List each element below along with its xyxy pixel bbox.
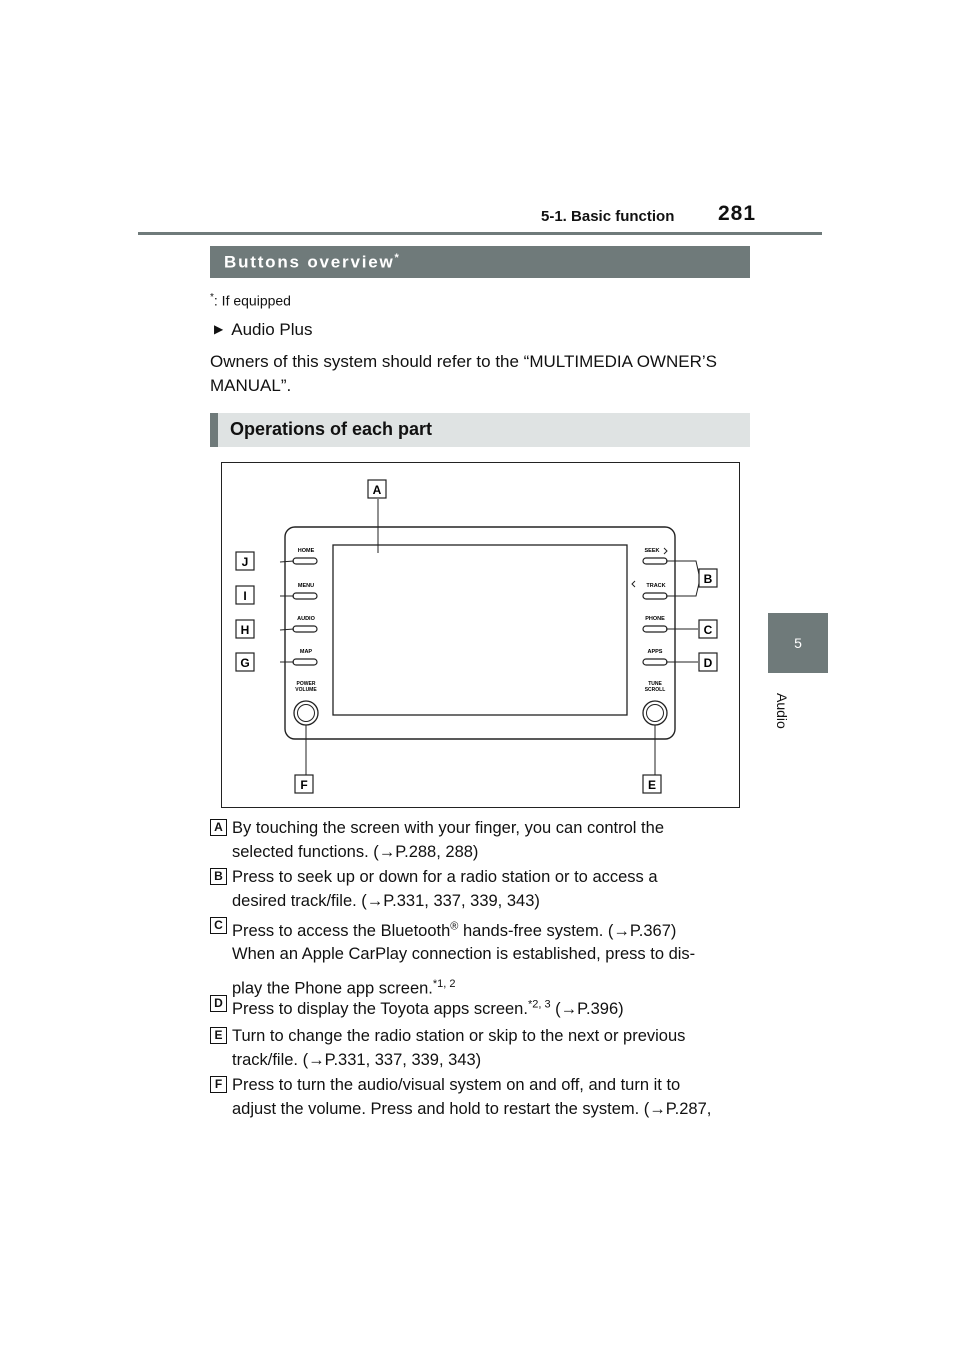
map-button-label: MAP xyxy=(299,649,313,655)
item-text-cont: desired track/file. (→P.331, 337, 339, 343) xyxy=(232,891,540,910)
item-letter-badge: A xyxy=(210,819,227,836)
audio-button-label: AUDIO xyxy=(297,616,315,622)
callout-d: D xyxy=(703,656,713,670)
seek-button-label: SEEK xyxy=(644,548,660,554)
apps-button xyxy=(643,659,667,665)
audio-button xyxy=(293,626,317,632)
leader-b xyxy=(666,561,700,579)
item-text: Turn to change the radio station or skip to the next or previous xyxy=(232,1027,686,1045)
map-button xyxy=(293,659,317,665)
page-number: 281 xyxy=(718,202,757,225)
item-text-cont: track/file. (→P.331, 337, 339, 343) xyxy=(232,1050,482,1069)
display-screen xyxy=(333,545,627,715)
item-text: Press to seek up or down for a radio station or to access a xyxy=(232,868,658,886)
buttons-overview-title: Buttons overview xyxy=(224,252,395,272)
buttons-overview-title-mark: * xyxy=(394,252,401,264)
triangle-bullet-icon: ▶ xyxy=(214,322,224,336)
footnote-ref: *1, 2 xyxy=(432,977,456,990)
item-letter-badge: C xyxy=(210,917,227,934)
chevron-right-icon xyxy=(664,548,667,554)
chapter-tab-label xyxy=(770,693,792,763)
item-letter-badge: D xyxy=(210,995,227,1012)
tune-label: TUNE xyxy=(648,681,662,687)
item-letter-badge: B xyxy=(210,868,227,885)
item-e xyxy=(210,1025,770,1072)
item-text: By touching the screen with your finger, you can control the xyxy=(232,819,664,837)
seek-button xyxy=(643,558,667,564)
unit-outline xyxy=(285,527,675,739)
power-label: POWER xyxy=(296,681,316,687)
menu-button xyxy=(293,593,317,599)
head-unit-diagram xyxy=(222,463,741,809)
item-letter-badge: F xyxy=(210,1076,227,1093)
callout-i: I xyxy=(243,589,247,603)
callout-c: C xyxy=(703,623,713,637)
left-button-group xyxy=(293,548,318,725)
header-rule xyxy=(138,232,822,235)
phone-button xyxy=(643,626,667,632)
item-text: Press to display the Toyota apps screen. xyxy=(232,999,528,1018)
registered-mark: ® xyxy=(450,920,459,932)
item-text-cont: play the Phone app screen. xyxy=(232,979,433,997)
leader-b2 xyxy=(666,579,700,596)
item-letter-badge: E xyxy=(210,1027,227,1044)
item-text: (→P.396) xyxy=(550,999,624,1018)
item-text-cont: adjust the volume. Press and hold to restart the system. (→P.287, xyxy=(232,1099,712,1118)
item-text: Press to access the Bluetooth xyxy=(232,921,451,940)
operations-banner xyxy=(210,413,750,447)
footnote xyxy=(210,292,291,309)
item-c xyxy=(210,915,770,1001)
menu-button-label: MENU xyxy=(297,583,315,589)
callout-h: H xyxy=(240,623,250,637)
chapter-tab-label-text: Audio xyxy=(774,693,790,729)
leader-lines xyxy=(280,499,700,775)
section-title: 5-1. Basic function xyxy=(541,208,675,225)
item-text-cont: selected functions. (→P.288, 288) xyxy=(232,842,479,861)
item-text: Press to turn the audio/visual system on and off, and turn it to xyxy=(232,1076,681,1094)
item-d xyxy=(210,993,770,1021)
audio-plus-text: Owners of this system should refer to the “MULTIMEDIA OWNER’S MANUAL”. xyxy=(210,352,717,395)
audio-plus-label: Audio Plus xyxy=(231,320,313,339)
callout-f: F xyxy=(300,778,308,792)
callout-j: J xyxy=(241,555,249,569)
item-f xyxy=(210,1074,770,1121)
footnote-ref: *2, 3 xyxy=(527,998,551,1010)
home-button xyxy=(293,558,317,564)
apps-button-label: APPS xyxy=(647,649,663,655)
home-button-label: HOME xyxy=(297,548,315,554)
callout-a: A xyxy=(372,483,382,497)
right-button-group xyxy=(632,548,667,725)
chevron-left-icon xyxy=(632,581,635,587)
volume-label: VOLUME xyxy=(295,687,317,693)
callout-b: B xyxy=(703,572,713,586)
item-text-cont: When an Apple CarPlay connection is established, press to dis- xyxy=(232,945,696,963)
track-button-label: TRACK xyxy=(646,583,666,589)
leader-j xyxy=(280,561,294,562)
power-volume-knob-inner xyxy=(298,705,315,722)
chapter-tab-number: 5 xyxy=(768,613,828,673)
operations-title: Operations of each part xyxy=(230,419,433,439)
callout-e: E xyxy=(647,778,657,792)
track-button xyxy=(643,593,667,599)
leader-h xyxy=(280,629,294,630)
item-a xyxy=(210,817,770,864)
item-text: hands-free system. (→P.367) xyxy=(458,921,677,940)
phone-button-label: PHONE xyxy=(645,616,665,622)
tune-scroll-knob-inner xyxy=(647,705,664,722)
footnote-text: : If equipped xyxy=(213,292,291,309)
audio-plus-bullet xyxy=(214,320,313,340)
footnote-mark: * xyxy=(210,292,214,303)
callout-g: G xyxy=(240,656,250,670)
head-unit-figure xyxy=(221,462,740,808)
scroll-label: SCROLL xyxy=(644,687,666,693)
item-b xyxy=(210,866,770,913)
buttons-overview-banner xyxy=(210,246,750,278)
